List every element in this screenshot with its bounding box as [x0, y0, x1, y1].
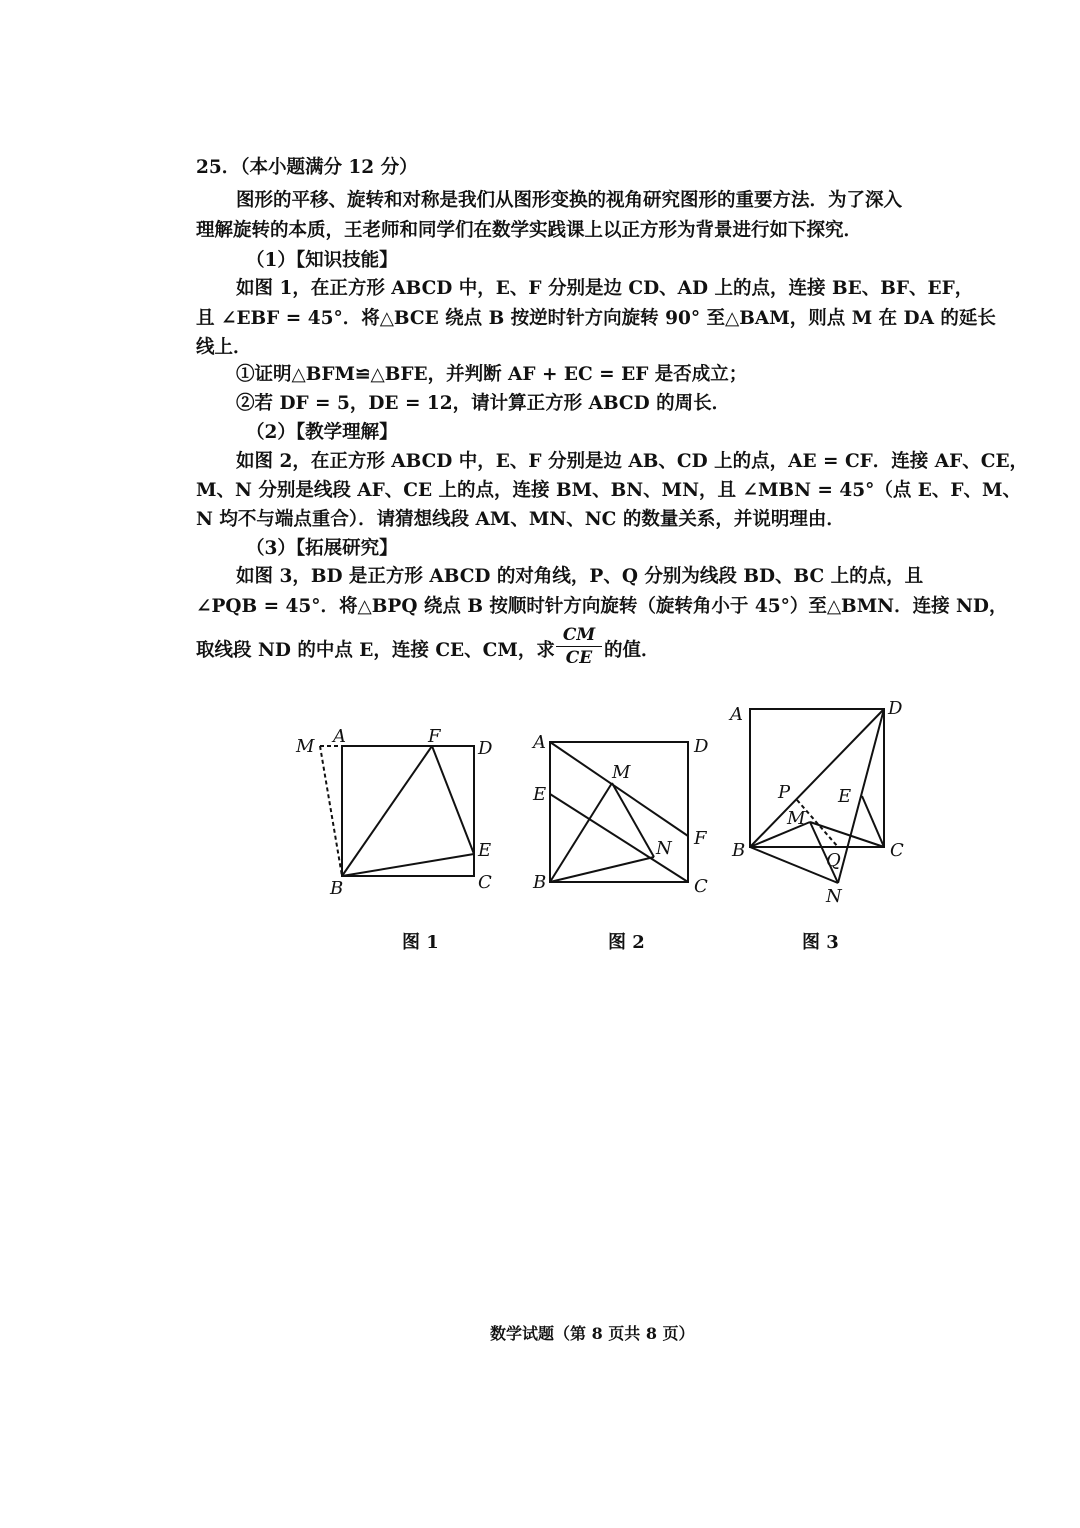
part3-line-2: ∠PQB = 45°．将△BPQ 绕点 B 按顺时针方向旋转（旋转角小于 45°）至△BMN．连接 ND，: [196, 596, 1008, 617]
fig3-label-Q: Q: [826, 850, 841, 871]
part3-line-3b: 的值．: [604, 640, 660, 661]
fraction-denominator: CE: [565, 648, 593, 668]
part3-line-1: 如图 3，BD 是正方形 ABCD 的对角线，P、Q 分别为线段 BD、BC 上的点，且: [236, 566, 924, 587]
fig3-label-D: D: [888, 698, 903, 719]
part1-question-1: ①证明△BFM≌△BFE，并判断 AF + EC = EF 是否成立；: [236, 364, 748, 385]
fig1-label-F: F: [428, 726, 441, 747]
intro-line-2: 理解旋转的本质，王老师和同学们在数学实践课上以正方形为背景进行如下探究．: [196, 220, 863, 241]
fraction-numerator: CM: [556, 624, 602, 647]
fig3-label-A: A: [730, 704, 743, 725]
part1-line-1: 如图 1，在正方形 ABCD 中，E、F 分别是边 CD、AD 上的点，连接 BE、BF、EF，: [236, 278, 974, 299]
part3-title: （3）【拓展研究】: [246, 538, 398, 559]
fig3-label-M: M: [787, 808, 806, 829]
part2-line-1: 如图 2，在正方形 ABCD 中，E、F 分别是边 AB、CD 上的点，AE = CF．连接 AF、CE，: [236, 451, 1029, 472]
fig1-label-E: E: [478, 840, 492, 861]
part1-line-3: 线上．: [196, 337, 252, 358]
fig3-diagonal-BD: [750, 709, 884, 847]
fig1-label-C: C: [478, 872, 492, 893]
fig1-segment-BF: [342, 746, 432, 876]
fig2-segment-BM: [550, 783, 612, 882]
part1-question-2: ②若 DF = 5，DE = 12，请计算正方形 ABCD 的周长．: [236, 393, 731, 414]
part2-line-2: M、N 分别是线段 AF、CE 上的点，连接 BM、BN、MN，且 ∠MBN = 45°（点 E、F、M、: [196, 480, 1022, 501]
fig3-label-E: E: [838, 786, 852, 807]
fig2-label-E: E: [533, 784, 547, 805]
part1-line-2: 且 ∠EBF = 45°．将△BCE 绕点 B 按逆时针方向旋转 90° 至△BAM，则点 M 在 DA 的延长: [196, 308, 996, 329]
fig2-segment-AF: [550, 742, 688, 836]
fig1-segment-BE: [342, 854, 474, 876]
figure-1: [320, 746, 474, 876]
fig1-label-A: A: [333, 726, 346, 747]
part2-title: （2）【教学理解】: [246, 422, 398, 443]
fig2-caption: 图 2: [608, 932, 645, 953]
fig3-segment-CE: [862, 796, 884, 847]
figure-3: [750, 709, 884, 883]
fig2-label-A: A: [533, 732, 546, 753]
fig1-segment-FE: [432, 746, 474, 854]
fig1-label-M: M: [296, 736, 315, 757]
fig1-label-D: D: [478, 738, 493, 759]
fig3-label-B: B: [732, 840, 746, 861]
fig2-label-N: N: [656, 838, 672, 859]
fig3-segment-CM: [810, 822, 884, 847]
fig1-label-B: B: [330, 878, 344, 899]
fig2-label-B: B: [533, 872, 547, 893]
fig2-label-C: C: [694, 876, 708, 897]
fig3-caption: 图 3: [802, 932, 839, 953]
page-footer: 数学试题（第 8 页共 8 页）: [490, 1324, 695, 1343]
fig1-caption: 图 1: [402, 932, 439, 953]
fig2-label-M: M: [612, 762, 631, 783]
fig2-label-D: D: [694, 736, 709, 757]
problem-heading: 25．（本小题满分 12 分）: [196, 157, 418, 178]
fig3-label-P: P: [778, 782, 791, 803]
fig3-label-C: C: [890, 840, 904, 861]
part1-title: （1）【知识技能】: [246, 250, 398, 271]
part3-line-3a: 取线段 ND 的中点 E，连接 CE、CM，求: [196, 640, 555, 661]
fig3-label-N: N: [826, 886, 842, 907]
fig1-segment-MB: [320, 746, 342, 876]
fig2-segment-BN: [550, 857, 654, 882]
intro-line-1: 图形的平移、旋转和对称是我们从图形变换的视角研究图形的重要方法．为了深入: [236, 190, 903, 211]
fig2-label-F: F: [694, 828, 707, 849]
part2-line-3: N 均不与端点重合）．请猜想线段 AM、MN、NC 的数量关系，并说明理由．: [196, 509, 845, 530]
